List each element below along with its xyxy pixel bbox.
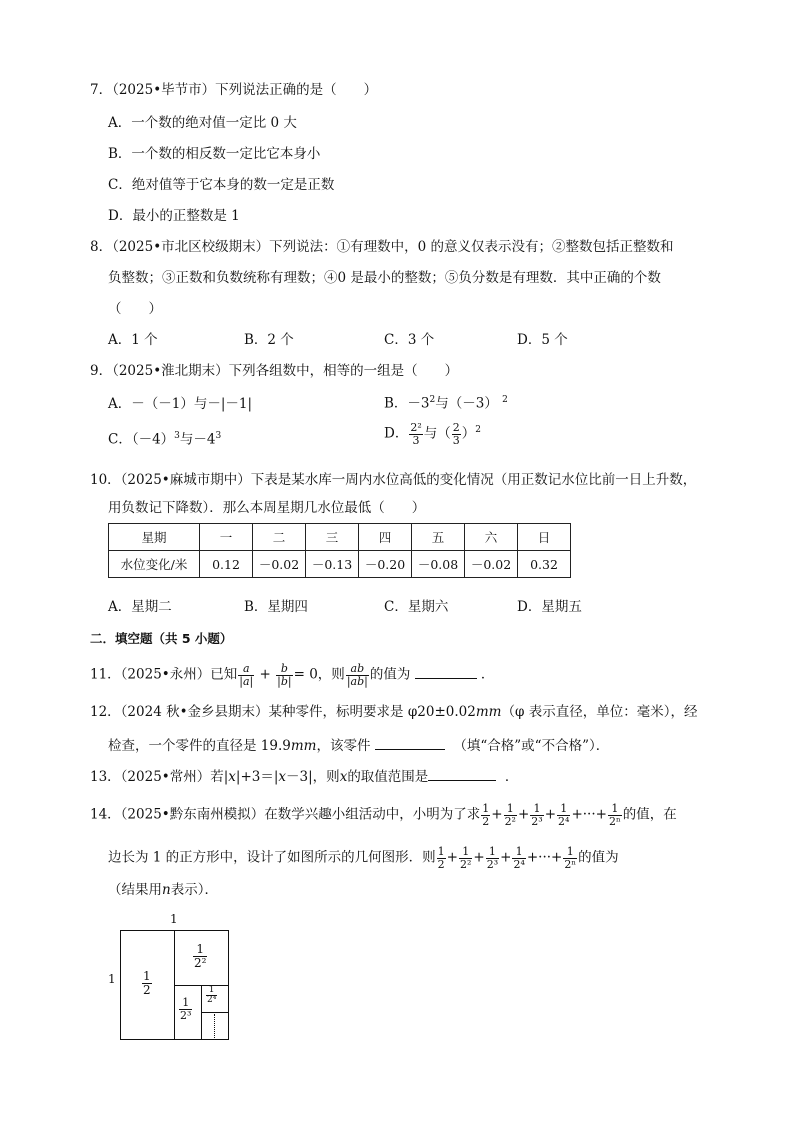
q14-text: 的值，在: [622, 806, 677, 823]
q9-d-exp: 2: [475, 425, 481, 436]
q14-line2: 边长为 1 的正方形中，设计了如图所示的几何图形．则 $\frac{1}{2}$ + $\frac{1}{\text{2²}}$ + $\frac{1}{\text{2³}}$ + $\frac{1}{\text{2⁴}}$ +···+ $\frac{1}{\text{2ⁿ}}$ 的值为: [108, 845, 619, 871]
q14-var: n: [162, 882, 171, 898]
q14-frac: [486, 846, 499, 870]
frac-num: ab: [350, 662, 365, 675]
q14-frac: [504, 803, 517, 827]
table-header-row: [109, 524, 571, 551]
figure-top-label: 1: [170, 912, 178, 926]
q11-frac-ab: [346, 663, 369, 687]
q10-option-b: B．星期四: [244, 599, 308, 615]
table-cell: －0.20: [359, 551, 412, 578]
frac-den: 2: [437, 857, 445, 871]
frac-den: 2⁴: [558, 814, 570, 828]
q11-frac-b: [276, 663, 292, 687]
q11-answer-blank[interactable]: [415, 666, 477, 679]
q9-c-base: C．（－4）: [108, 431, 175, 448]
q9-b-exp: 2: [429, 395, 436, 405]
q14-frac: [530, 803, 543, 827]
frac-den: 2ⁿ: [608, 814, 621, 828]
table-cell: －0.02: [465, 551, 518, 578]
frac-den: 3: [409, 434, 422, 447]
table-cell: 一: [200, 524, 253, 551]
q13-answer-blank[interactable]: [428, 768, 496, 781]
frac-num: 1: [182, 996, 190, 1009]
q8-option-b: B．2 个: [244, 332, 294, 348]
table-cell: 星期: [109, 524, 200, 551]
q13-text: 13．（2025•常州）若|: [90, 769, 229, 785]
frac-den: |a|: [239, 674, 254, 688]
q14-frac: [512, 846, 525, 870]
table-cell: 日: [518, 524, 571, 551]
table-cell: 0.12: [200, 551, 253, 578]
q7-option-d: D．最小的正整数是 1: [108, 208, 240, 224]
q12-text: 检查，一个零件的直径是 19.9: [108, 738, 291, 754]
q11-line: [90, 663, 494, 687]
frac-num: 1: [196, 942, 205, 956]
eighth-label: [179, 997, 192, 1021]
table-cell: －0.02: [253, 551, 306, 578]
table-cell: 六: [465, 524, 518, 551]
q9-d-frac1: [409, 422, 422, 446]
frac-den: |b|: [277, 674, 292, 688]
frac-num: 1: [533, 802, 541, 815]
q13-end: ．: [504, 769, 519, 785]
q12-text: ，该零件: [316, 738, 371, 754]
frac-den: 2⁴: [207, 995, 217, 1006]
frac-num: 2: [452, 421, 460, 434]
frac-num: 1: [482, 802, 490, 815]
frac-num: 1: [208, 985, 215, 995]
table-cell: 四: [359, 524, 412, 551]
q11-frac-a: [238, 663, 254, 687]
frac-num: 1: [488, 845, 496, 858]
frac-den: 2⁴: [513, 857, 525, 871]
frac-den: 3: [452, 433, 460, 447]
table-row: [109, 551, 571, 578]
frac-den: 2²: [194, 955, 207, 970]
q14-text: （结果用: [108, 882, 162, 898]
frac-den: 2³: [486, 857, 499, 871]
q10-option-c: C．星期六: [384, 599, 449, 615]
frac-num: 1: [143, 969, 151, 983]
table-cell: －0.13: [306, 551, 359, 578]
q12-unit: mm: [290, 738, 317, 754]
q9-b-exp2: 2: [502, 395, 508, 405]
q13-text: －3|，则: [286, 769, 340, 785]
q10-option-a: A．星期二: [108, 599, 172, 615]
half-label: [142, 970, 152, 996]
q13-var: x: [228, 769, 236, 785]
q13-line: [90, 768, 518, 785]
q14-line1: 14．（2025•黔东南州模拟）在数学兴趣小组活动中，小明为了求 $\frac{1}{2}$ + $\frac{1}{\text{2²}}$ + $\frac{1}{\text{2³}}$ + $\frac{1}{\text{2⁴}}$ +···+ $\frac{1}{\text{2ⁿ}}$ 的值，在: [90, 802, 677, 828]
q8-option-d: D．5 个: [517, 332, 568, 348]
q14-frac: [563, 846, 577, 870]
q8-option-c: C．3 个: [384, 332, 435, 348]
q8-line2: 负整数；③正数和负数统称有理数；④0 是最小的整数；⑤负分数是有理数．其中正确的个数: [108, 270, 661, 286]
q8-option-a: A．1 个: [108, 332, 158, 348]
q14-dots: +···+: [571, 806, 607, 823]
frac-num: 1: [437, 845, 445, 858]
frac-num: 1: [462, 845, 470, 858]
q14-text: 14．（2025•黔东南州模拟）在数学兴趣小组活动中，小明为了求: [90, 806, 481, 823]
q11-plus: +: [259, 666, 271, 683]
frac-den: 2: [482, 814, 490, 828]
q9-b-base: B．－3: [384, 395, 430, 412]
frac-num: 2²: [410, 421, 422, 434]
table-cell: 二: [253, 524, 306, 551]
q13-text: 的取值范围是: [347, 769, 429, 785]
table-cell: 水位变化/米: [109, 551, 200, 578]
section-title: 二．填空题（共 5 小题）: [90, 631, 233, 646]
q14-frac: [481, 803, 490, 827]
frac-num: 1: [611, 802, 619, 815]
q14-frac: [557, 803, 570, 827]
q14-text: 边长为 1 的正方形中，设计了如图所示的几何图形．则: [108, 849, 436, 866]
q14-line3: [108, 884, 218, 898]
q11-pre: 11．（2025•永州）已知: [90, 666, 238, 683]
continuation-dots: [214, 1014, 215, 1038]
q14-dots: +···+: [526, 849, 563, 866]
q8-line3: （ ）: [108, 301, 162, 317]
table-cell: 三: [306, 524, 359, 551]
frac-den: 2ⁿ: [564, 857, 577, 871]
q14-frac: [608, 803, 622, 827]
q12-text: 12．（2024 秋•金乡县期末）某种零件，标明要求是 φ20±0.02: [90, 704, 476, 720]
q13-text: |+3＝|: [235, 769, 279, 785]
table-cell: 0.32: [518, 551, 571, 578]
frac-num: 1: [506, 802, 514, 815]
q10-line2: 用负数记下降数）．那么本周星期几水位最低（ ）: [108, 500, 426, 516]
frac-den: 2: [143, 982, 151, 997]
q12-text: （φ 表示直径，单位：毫米），经: [501, 704, 698, 720]
frac-num: 1: [560, 802, 568, 815]
q14-text: 的值为: [578, 849, 619, 866]
q7-option-b: B．一个数的相反数一定比它本身小: [108, 146, 321, 162]
q8-line1: 8．（2025•市北区校级期末）下列说法：①有理数中，0 的意义仅表示没有；②整数包括正整数和: [90, 239, 674, 255]
q9-stem: 9．（2025•淮北期末）下列各组数中，相等的一组是（ ）: [90, 363, 459, 379]
q10-option-d: D．星期五: [517, 599, 582, 615]
q12-answer-blank[interactable]: [375, 737, 445, 750]
q9-option-a: A．－（－1）与－|－1|: [108, 396, 253, 412]
q9-option-c: [108, 432, 221, 447]
q14-text: 表示）．: [170, 882, 218, 898]
table-cell: －0.08: [412, 551, 465, 578]
q9-d-post: ）: [461, 425, 476, 442]
frac-num: b: [280, 662, 288, 675]
q13-var: x: [278, 769, 287, 785]
frac-den: 2²: [504, 814, 516, 828]
q9-c-mid: 与－4: [179, 431, 216, 448]
q13-var: x: [339, 769, 348, 785]
q10-line1: 10．（2025•麻城市期中）下表是某水库一周内水位高低的变化情况（用正数记水位比前一日上升数，: [90, 472, 697, 488]
q14-frac: [437, 846, 446, 870]
quarter-label: [193, 943, 207, 969]
q9-d-mid: 与（: [423, 425, 451, 442]
frac-num: 1: [566, 845, 574, 858]
figure-left-label: 1: [108, 972, 116, 986]
q9-option-d: [384, 422, 481, 446]
q12-text: （填“合格”或“不合格”）．: [453, 738, 610, 754]
q9-c-exp2: 3: [215, 431, 222, 441]
q9-d-frac2: [452, 422, 461, 446]
sixteenth-region: [201, 1012, 229, 1040]
frac-den: 2³: [180, 1008, 192, 1022]
frac-num: a: [242, 662, 250, 675]
table-cell: 五: [412, 524, 465, 551]
frac-den: 2³: [531, 814, 543, 828]
frac-den: 2²: [459, 857, 472, 871]
q12-line1: [90, 706, 697, 720]
q7-option-c: C．绝对值等于它本身的数一定是正数: [108, 177, 335, 193]
q14-frac: [459, 846, 472, 870]
frac-num: 1: [515, 845, 523, 858]
q12-unit: mm: [475, 704, 502, 720]
q9-d-label: D．: [384, 425, 409, 442]
sixteenth-label: [206, 986, 217, 1006]
q9-b-mid: 与（－3）: [435, 395, 498, 412]
q11-end: ．: [480, 666, 495, 683]
q9-option-b: [384, 396, 508, 411]
q7-option-a: A．一个数的绝对值一定比 0 大: [108, 115, 297, 131]
q7-stem: 7．（2025•毕节市）下列说法正确的是（ ）: [90, 82, 378, 98]
q11-post: 的值为: [369, 666, 411, 683]
q11-mid: = 0，则: [293, 666, 345, 683]
water-level-table: [108, 523, 571, 578]
q9-c-exp: 3: [174, 431, 180, 441]
frac-den: |ab|: [346, 674, 368, 688]
q12-line2: [108, 737, 609, 754]
